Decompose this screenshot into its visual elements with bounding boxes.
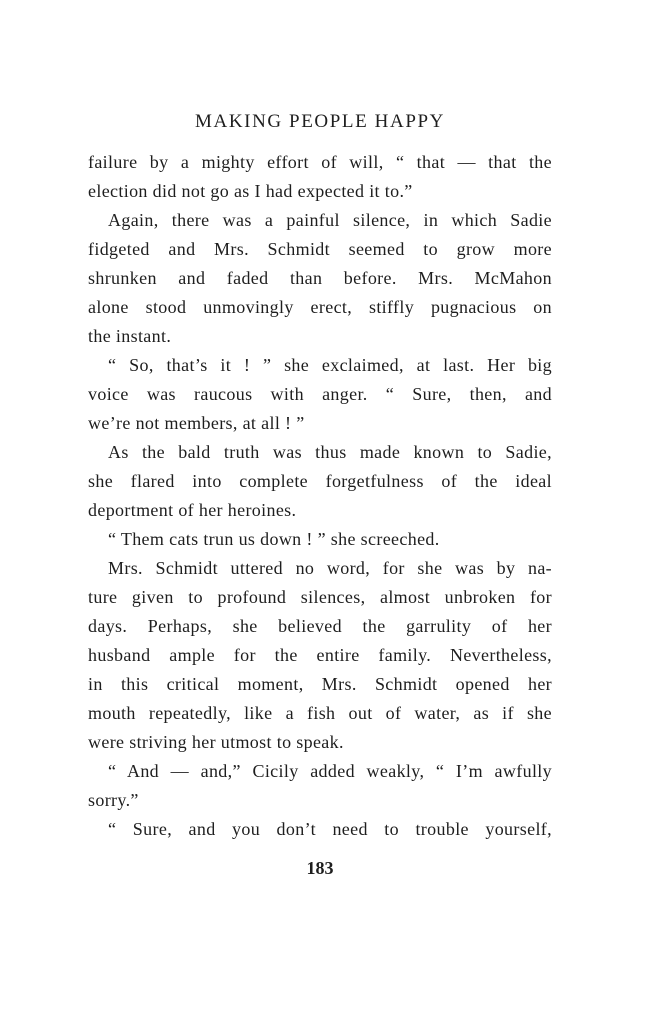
- page-number: 183: [306, 858, 334, 878]
- text-line: shrunken and faded than before. Mrs. McMahon: [88, 268, 552, 288]
- text-line: voice was raucous with anger. “ Sure, then, and: [88, 384, 552, 404]
- text-line: “ Sure, and you don’t need to trouble yourself,: [108, 819, 552, 839]
- text-line: Again, there was a painful silence, in which Sadie: [108, 210, 552, 230]
- text-line: “ And — and,” Cicily added weakly, “ I’m awfully: [108, 761, 552, 781]
- text-line: mouth repeatedly, like a fish out of water, as if she: [88, 703, 552, 723]
- text-line: ture given to profound silences, almost unbroken for: [88, 587, 552, 607]
- text-line: she flared into complete forgetfulness of the ideal: [88, 471, 552, 491]
- text-line: days. Perhaps, she believed the garrulity of her: [88, 616, 552, 636]
- text-line: fidgeted and Mrs. Schmidt seemed to grow more: [88, 239, 552, 259]
- text-line: failure by a mighty effort of will, “ that — that the: [88, 152, 552, 172]
- text-line: “ So, that’s it ! ” she exclaimed, at last. Her big: [108, 355, 552, 375]
- text-line: alone stood unmovingly erect, stiffly pugnacious on: [88, 297, 552, 317]
- text-line: election did not go as I had expected it to.”: [88, 181, 413, 201]
- text-line: sorry.”: [88, 790, 139, 810]
- body-text: [88, 148, 552, 844]
- text-line: “ Them cats trun us down ! ” she screeched.: [108, 529, 440, 549]
- text-line: husband ample for the entire family. Nevertheless,: [88, 645, 552, 665]
- text-line: Mrs. Schmidt uttered no word, for she was by na-: [108, 558, 552, 578]
- running-head: MAKING PEOPLE HAPPY: [195, 111, 445, 132]
- text-line: the instant.: [88, 326, 172, 346]
- text-line: deportment of her heroines.: [88, 500, 297, 520]
- text-line: were striving her utmost to speak.: [88, 732, 344, 752]
- text-line: in this critical moment, Mrs. Schmidt opened her: [88, 674, 552, 694]
- text-line: we’re not members, at all ! ”: [88, 413, 305, 433]
- text-line: As the bald truth was thus made known to Sadie,: [108, 442, 552, 462]
